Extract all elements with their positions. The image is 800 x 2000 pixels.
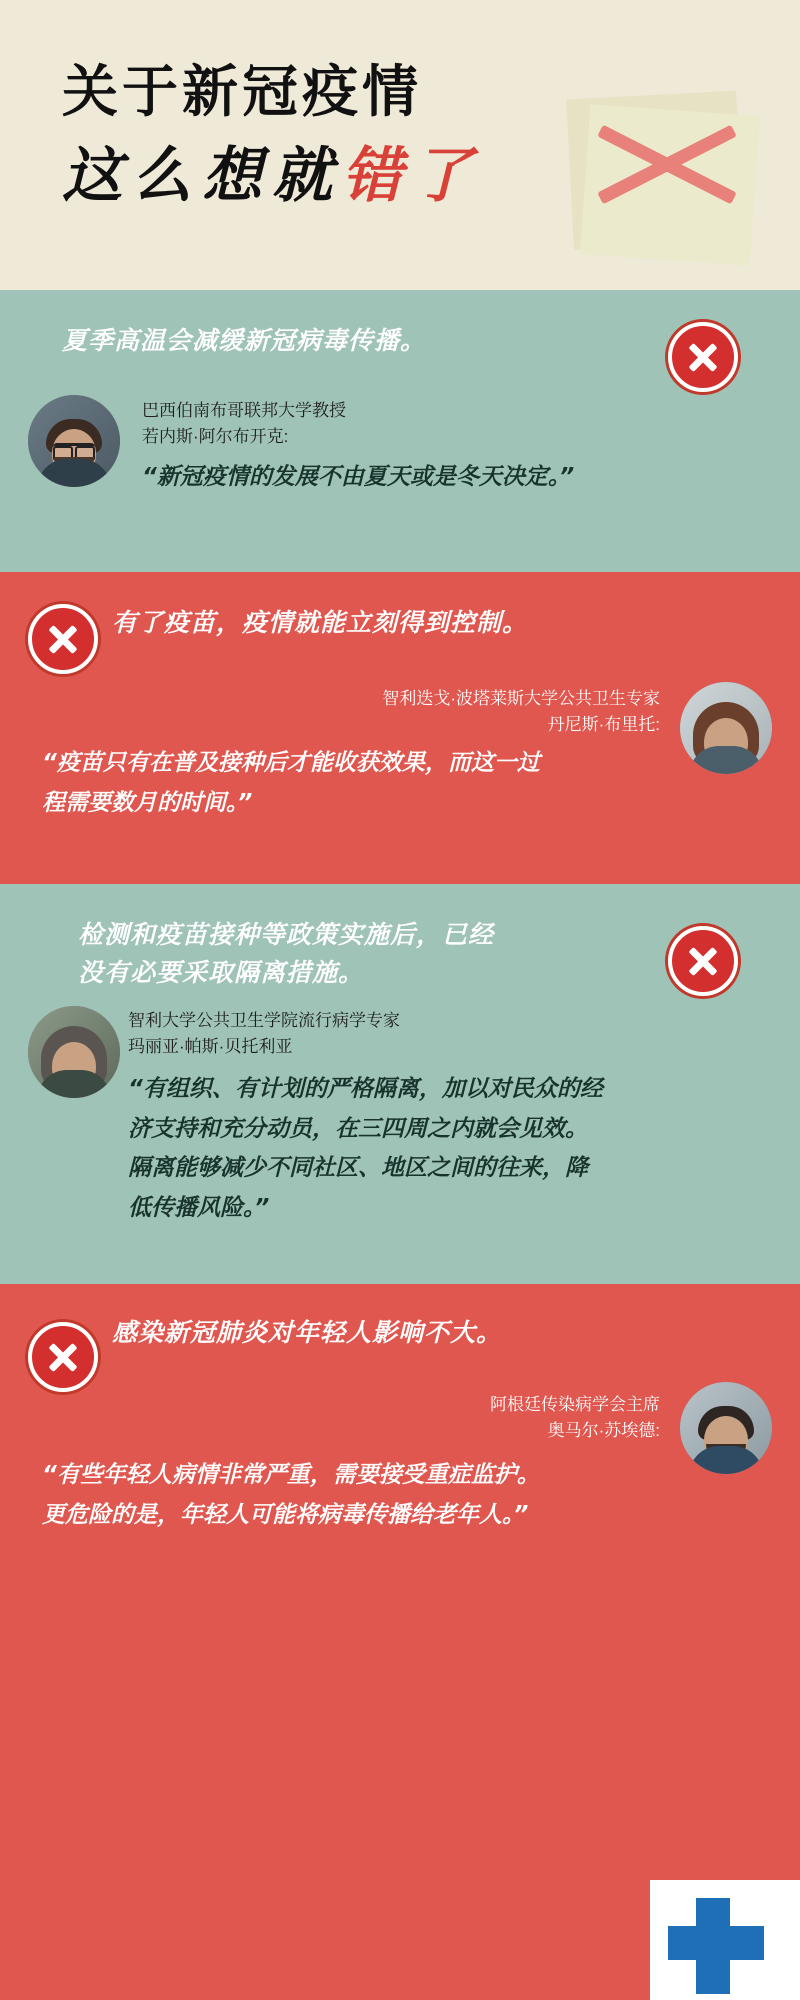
- expert-affiliation-3: [128, 1008, 568, 1061]
- myth-section-2: [0, 572, 800, 884]
- expert-quote-1: “新冠疫情的发展不由夏天或是冬天决定。”: [142, 464, 575, 490]
- myth-claim-1: 夏季高温会减缓新冠病毒传播。: [62, 326, 427, 355]
- poster-header: [0, 0, 800, 290]
- expert-name-3: 玛丽亚·帕斯·贝托利亚: [128, 1037, 293, 1057]
- myth-claim-4: 感染新冠肺炎对年轻人影响不大。: [112, 1318, 503, 1347]
- x-mark-icon: [28, 1322, 98, 1392]
- myth-section-1: [0, 290, 800, 572]
- expert-quote-4: “有些年轻人病情非常严重，需要接受重症监护。更危险的是，年轻人可能将病毒传播给老年人。”: [42, 1462, 540, 1528]
- avatar: [680, 682, 772, 774]
- x-mark-icon: [28, 604, 98, 674]
- header-paper-decoration-front: [580, 104, 760, 265]
- avatar: [680, 1382, 772, 1474]
- myth-claim-2: 有了疫苗，疫情就能立刻得到控制。: [112, 608, 529, 637]
- page-title-line2: [62, 128, 482, 214]
- page-title-line1: 关于新冠疫情: [62, 60, 422, 125]
- x-mark-icon: [668, 926, 738, 996]
- page-title-line2-red: 错了: [342, 141, 482, 211]
- medical-cross-icon: [650, 1880, 800, 2000]
- page-title-line2-black: 这么想就: [62, 141, 342, 211]
- expert-quote-3: “有组织、有计划的严格隔离，加以对民众的经济支持和充分动员，在三四周之内就会见效。隔离能够减少不同社区、地区之间的往来，降低传播风险。”: [128, 1076, 603, 1221]
- expert-affiliation-1-line: 巴西伯南布哥联邦大学教授: [142, 401, 346, 420]
- expert-affiliation-1: [142, 398, 542, 451]
- expert-affiliation-2-line: 智利迭戈·波塔莱斯大学公共卫生专家: [382, 689, 660, 708]
- expert-affiliation-3-line: 智利大学公共卫生学院流行病学专家: [128, 1011, 400, 1030]
- expert-name-2: 丹尼斯·布里托:: [547, 715, 660, 735]
- avatar: [28, 1006, 120, 1098]
- expert-name-1: 若内斯·阿尔布开克:: [142, 427, 289, 447]
- avatar: [28, 395, 120, 487]
- expert-quote-2: “疫苗只有在普及接种后才能收获效果，而这一过程需要数月的时间。”: [42, 750, 540, 816]
- expert-name-4: 奥马尔·苏埃德:: [547, 1421, 660, 1441]
- myth-section-3: [0, 884, 800, 1284]
- expert-affiliation-2: [240, 686, 660, 739]
- expert-affiliation-4-line: 阿根廷传染病学会主席: [490, 1395, 660, 1414]
- myth-claim-3: 检测和疫苗接种等政策实施后，已经没有必要采取隔离措施。: [78, 920, 495, 987]
- myth-section-4: [0, 1284, 800, 2000]
- expert-affiliation-4: [240, 1392, 660, 1445]
- x-mark-icon: [668, 322, 738, 392]
